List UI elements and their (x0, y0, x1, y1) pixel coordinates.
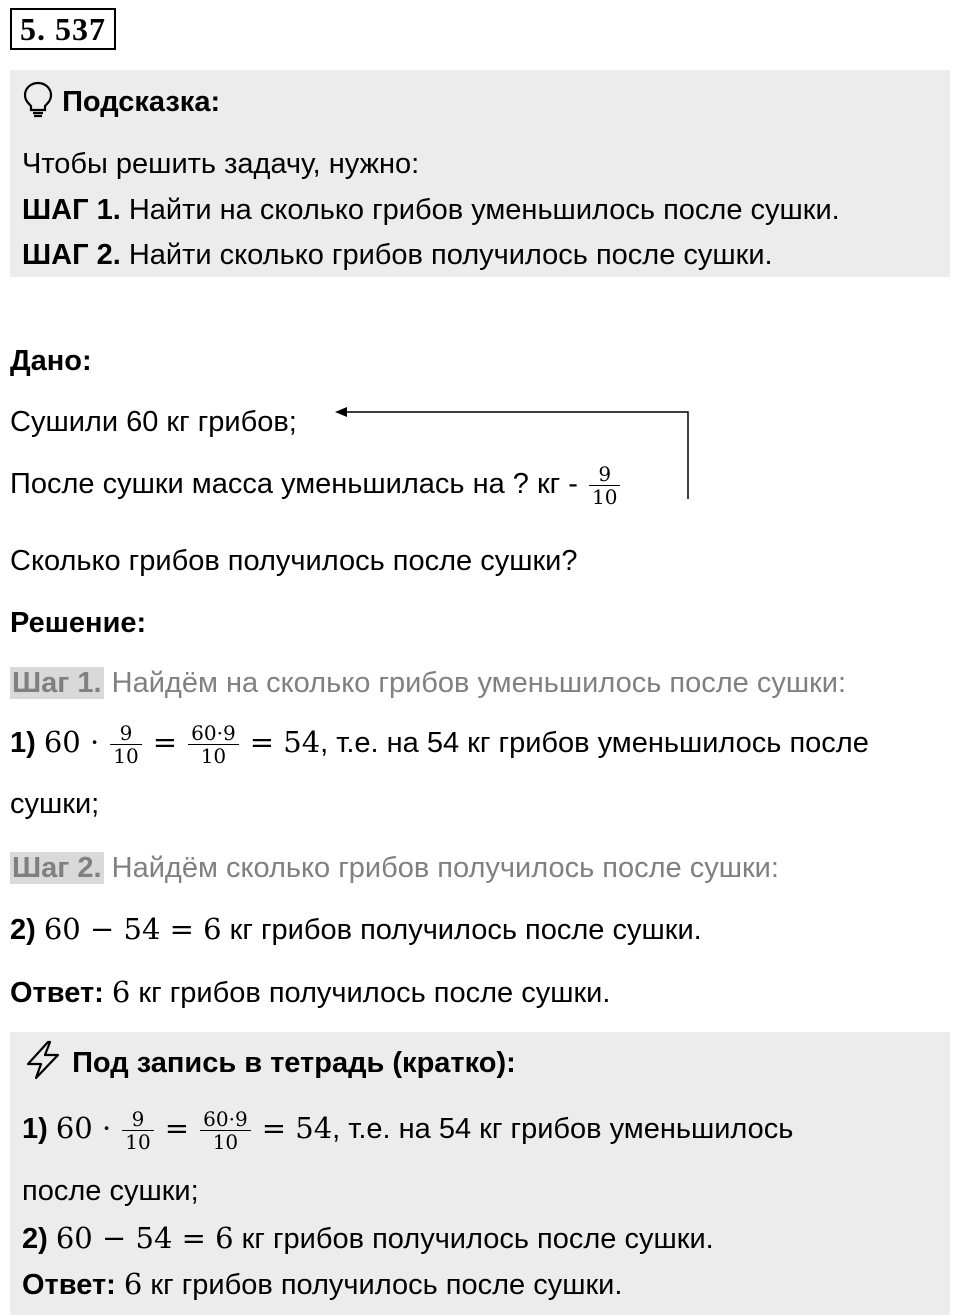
notebook-calc-1-text: , т.е. на 54 кг грибов уменьшилось (332, 1113, 794, 1146)
calc-2-math: 60 − 54 = 6 (43, 912, 222, 946)
fraction-numerator: 60·9 (188, 722, 239, 745)
calc-1-fraction-2 (200, 1108, 251, 1153)
calc-2-label: 2) (10, 914, 36, 946)
fraction-denominator: 10 (200, 744, 227, 768)
fraction-denominator: 10 (212, 1130, 239, 1154)
hint-step-1-label: ШАГ 1. (22, 194, 121, 226)
hint-step-1 (22, 192, 840, 228)
notebook-calc-1 (22, 1108, 793, 1153)
fraction-numerator: 9 (122, 1108, 153, 1131)
answer (10, 974, 610, 1011)
calc-2 (10, 911, 702, 948)
task-number: 5. 537 (10, 8, 116, 50)
fraction-denominator: 10 (125, 1130, 151, 1154)
calc-1-fraction-2 (188, 722, 239, 767)
hint-title: Подсказка: (62, 86, 221, 119)
answer-label: Ответ: (10, 977, 104, 1009)
calc-2-text: кг грибов получилось после сушки. (233, 1223, 714, 1255)
solution-title: Решение: (10, 607, 147, 639)
calc-1-text: , т.е. на 54 кг грибов уменьшилось после (320, 727, 869, 760)
calc-1-continuation: сушки; (10, 788, 100, 820)
answer-text: кг грибов получилось после сушки. (142, 1269, 623, 1301)
hint-step-1-text: Найти на сколько грибов уменьшилось после сушки. (128, 194, 840, 226)
calc-1-label: 1) (10, 727, 36, 760)
step-2-label: Шаг 2. (12, 852, 102, 884)
hint-step-2-text: Найти сколько грибов получилось после сушки. (128, 239, 773, 271)
calc-1-factor: 60 · (43, 725, 100, 760)
answer-number: 6 (123, 1267, 143, 1301)
step-2-text: Найдём сколько грибов получилось после сушки: (111, 852, 779, 884)
hint-header (22, 80, 220, 127)
fraction-denominator: 10 (592, 485, 618, 509)
calc-1-equals: = (164, 1111, 190, 1146)
fraction-numerator: 60·9 (200, 1108, 251, 1131)
calc-1-label: 1) (22, 1113, 48, 1146)
lightning-icon (22, 1040, 64, 1089)
calc-1 (10, 722, 869, 767)
fraction-numerator: 9 (110, 722, 141, 745)
calc-2-math: 60 − 54 = 6 (55, 1221, 234, 1255)
calc-1-fraction-1 (110, 722, 141, 767)
fraction-denominator: 10 (113, 744, 139, 768)
answer-text: кг грибов получилось после сушки. (130, 977, 611, 1009)
notebook-title: Под запись в тетрадь (кратко): (72, 1047, 516, 1080)
hint-step-2 (22, 237, 773, 273)
given-title: Дано: (10, 345, 92, 377)
given-line-1: Сушили 60 кг грибов; (10, 406, 297, 438)
calc-1-fraction-1 (122, 1108, 153, 1153)
step-1-label: Шаг 1. (12, 667, 102, 699)
step-1-text: Найдём на сколько грибов уменьшилось после сушки: (111, 667, 847, 699)
solution-step-1 (10, 665, 846, 701)
notebook-header (22, 1040, 516, 1089)
lightbulb-icon (22, 80, 54, 127)
answer-number: 6 (111, 975, 131, 1009)
calc-2-label: 2) (22, 1223, 48, 1255)
calc-2-text: кг грибов получилось после сушки. (221, 914, 702, 946)
given-line-3: Сколько грибов получилось после сушки? (10, 545, 578, 577)
hint-step-2-label: ШАГ 2. (22, 239, 121, 271)
notebook-calc-2 (22, 1220, 714, 1257)
calc-1-equals: = (152, 725, 178, 760)
notebook-answer (22, 1266, 622, 1303)
calc-1-result: = 54 (261, 1111, 333, 1146)
answer-label: Ответ: (22, 1269, 116, 1301)
calc-1-factor: 60 · (55, 1111, 112, 1146)
connector-arrow (330, 404, 695, 504)
given-line-2-text: После сушки масса уменьшилась на ? кг - (10, 468, 578, 501)
solution-step-2 (10, 850, 779, 886)
fraction-numerator: 9 (589, 463, 620, 486)
hint-intro: Чтобы решить задачу, нужно: (22, 148, 420, 180)
notebook-calc-1-continuation: после сушки; (22, 1175, 199, 1207)
calc-1-result: = 54 (249, 725, 321, 760)
